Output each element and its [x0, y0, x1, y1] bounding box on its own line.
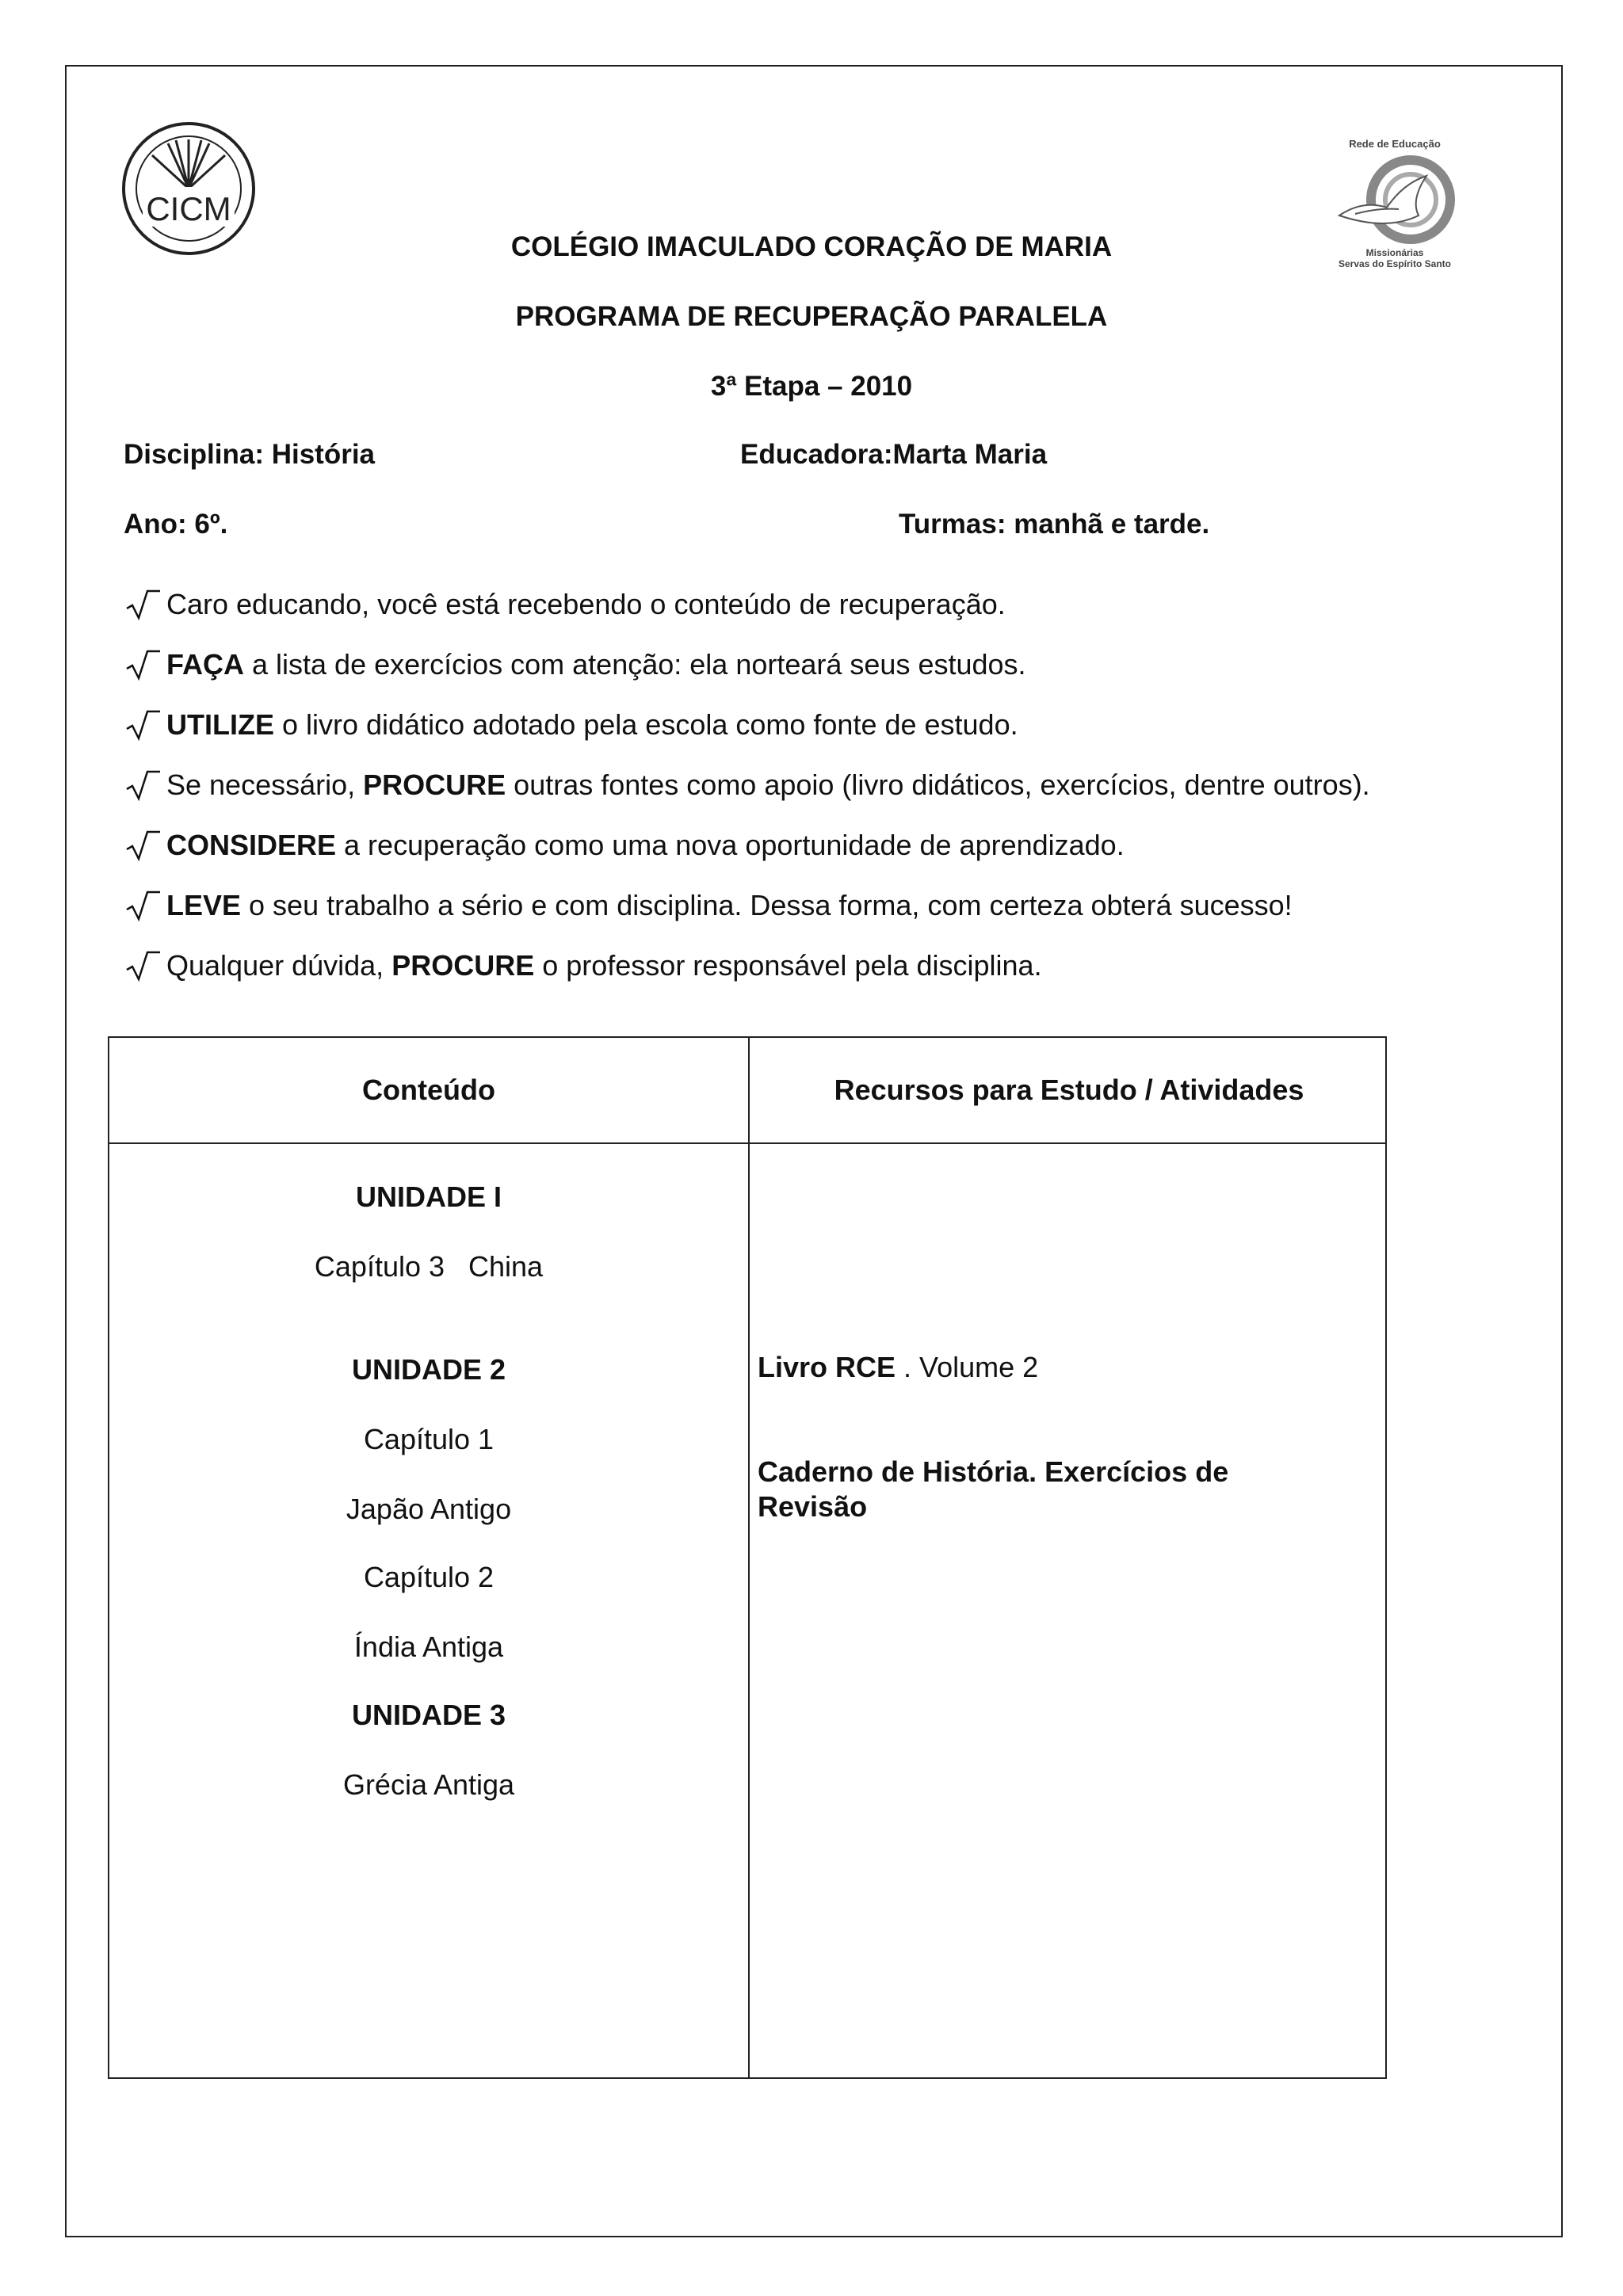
instruction-text — [166, 708, 1018, 742]
classes-label: Turmas: manhã e tarde. — [899, 509, 1210, 540]
instruction-prefix: Se necessário, — [166, 769, 364, 801]
program-title: PROGRAMA DE RECUPERAÇÃO PARALELA — [515, 301, 1108, 332]
educator-label: Educadora:Marta Maria — [740, 439, 1048, 470]
checkmark-icon — [124, 588, 163, 623]
instruction-text — [166, 829, 1125, 862]
instruction-text — [166, 889, 1293, 922]
instruction-item — [124, 708, 1018, 743]
table-header-resources: Recursos para Estudo / Atividades — [834, 1074, 1304, 1106]
instruction-body: o seu trabalho a sério e com disciplina. Dessa forma, com certeza obterá sucesso! — [241, 889, 1293, 921]
checkmark-icon — [124, 648, 163, 683]
instruction-body: a lista de exercícios com atenção: ela norteará seus estudos. — [244, 648, 1026, 681]
instruction-text — [166, 769, 1370, 802]
resource-book — [758, 1350, 1360, 1385]
content-unit-2: UNIDADE 2 — [351, 1353, 506, 1386]
school-name: COLÉGIO IMACULADO CORAÇÃO DE MARIA — [510, 231, 1113, 262]
content-unit-2-chapter-1-title: Japão Antigo — [346, 1493, 512, 1525]
instruction-prefix: Qualquer dúvida, — [166, 949, 392, 982]
instruction-keyword: LEVE — [166, 889, 242, 921]
resource-book-volume: . Volume 2 — [896, 1351, 1039, 1383]
checkmark-icon — [124, 949, 163, 984]
network-logo-bottom-line1: Missionárias — [1365, 247, 1424, 258]
content-unit-2-chapter-2: Capítulo 2 — [363, 1561, 495, 1593]
table-header-divider — [109, 1142, 1385, 1144]
content-unit-3: UNIDADE 3 — [351, 1699, 506, 1731]
instruction-text — [166, 949, 1042, 982]
instruction-item — [124, 949, 1042, 984]
network-logo-top-text: Rede de Educação — [1349, 138, 1441, 150]
instruction-item — [124, 889, 1293, 924]
checkmark-icon — [124, 829, 163, 864]
content-table — [108, 1036, 1387, 2079]
instruction-item — [124, 648, 1026, 683]
content-unit-1: UNIDADE I — [355, 1180, 502, 1213]
instruction-keyword: FAÇA — [166, 648, 244, 681]
instruction-body: outras fontes como apoio (livro didáticos, exercícios, dentre outros). — [506, 769, 1370, 801]
instruction-keyword: PROCURE — [391, 949, 535, 982]
instruction-body: o professor responsável pela disciplina. — [534, 949, 1042, 982]
instruction-text — [166, 588, 1006, 621]
checkmark-icon — [124, 769, 163, 803]
content-unit-1-chapter: Capítulo 3 China — [314, 1250, 544, 1283]
checkmark-icon — [124, 889, 163, 924]
content-unit-3-title: Grécia Antiga — [342, 1768, 515, 1801]
instruction-item — [124, 588, 1006, 623]
instruction-keyword: PROCURE — [363, 769, 506, 801]
resource-book-name: Livro RCE — [758, 1351, 896, 1383]
instruction-keyword: CONSIDERE — [166, 829, 337, 861]
instruction-body: Caro educando, você está recebendo o conteúdo de recuperação. — [166, 588, 1006, 620]
network-logo-bottom-line2: Servas do Espírito Santo — [1338, 258, 1452, 269]
instruction-keyword: UTILIZE — [166, 708, 274, 741]
table-column-divider — [748, 1038, 750, 2077]
table-header-content: Conteúdo — [362, 1074, 495, 1106]
content-unit-2-chapter-1: Capítulo 1 — [363, 1423, 495, 1455]
instruction-body: a recuperação como uma nova oportunidade de aprendizado. — [336, 829, 1125, 861]
instruction-item — [124, 769, 1370, 803]
instruction-text — [166, 648, 1026, 681]
stage-title: 3ª Etapa – 2010 — [710, 371, 913, 402]
content-unit-2-chapter-2-title: Índia Antiga — [353, 1630, 504, 1663]
resource-notebook: Caderno de História. Exercícios de Revisão — [758, 1455, 1229, 1523]
checkmark-icon — [124, 708, 163, 743]
year-label: Ano: 6º. — [124, 509, 228, 540]
discipline-label: Disciplina: História — [124, 439, 376, 470]
school-logo-text: CICM — [146, 190, 231, 227]
instruction-item — [124, 829, 1125, 864]
instruction-body: o livro didático adotado pela escola como fonte de estudo. — [273, 708, 1018, 741]
